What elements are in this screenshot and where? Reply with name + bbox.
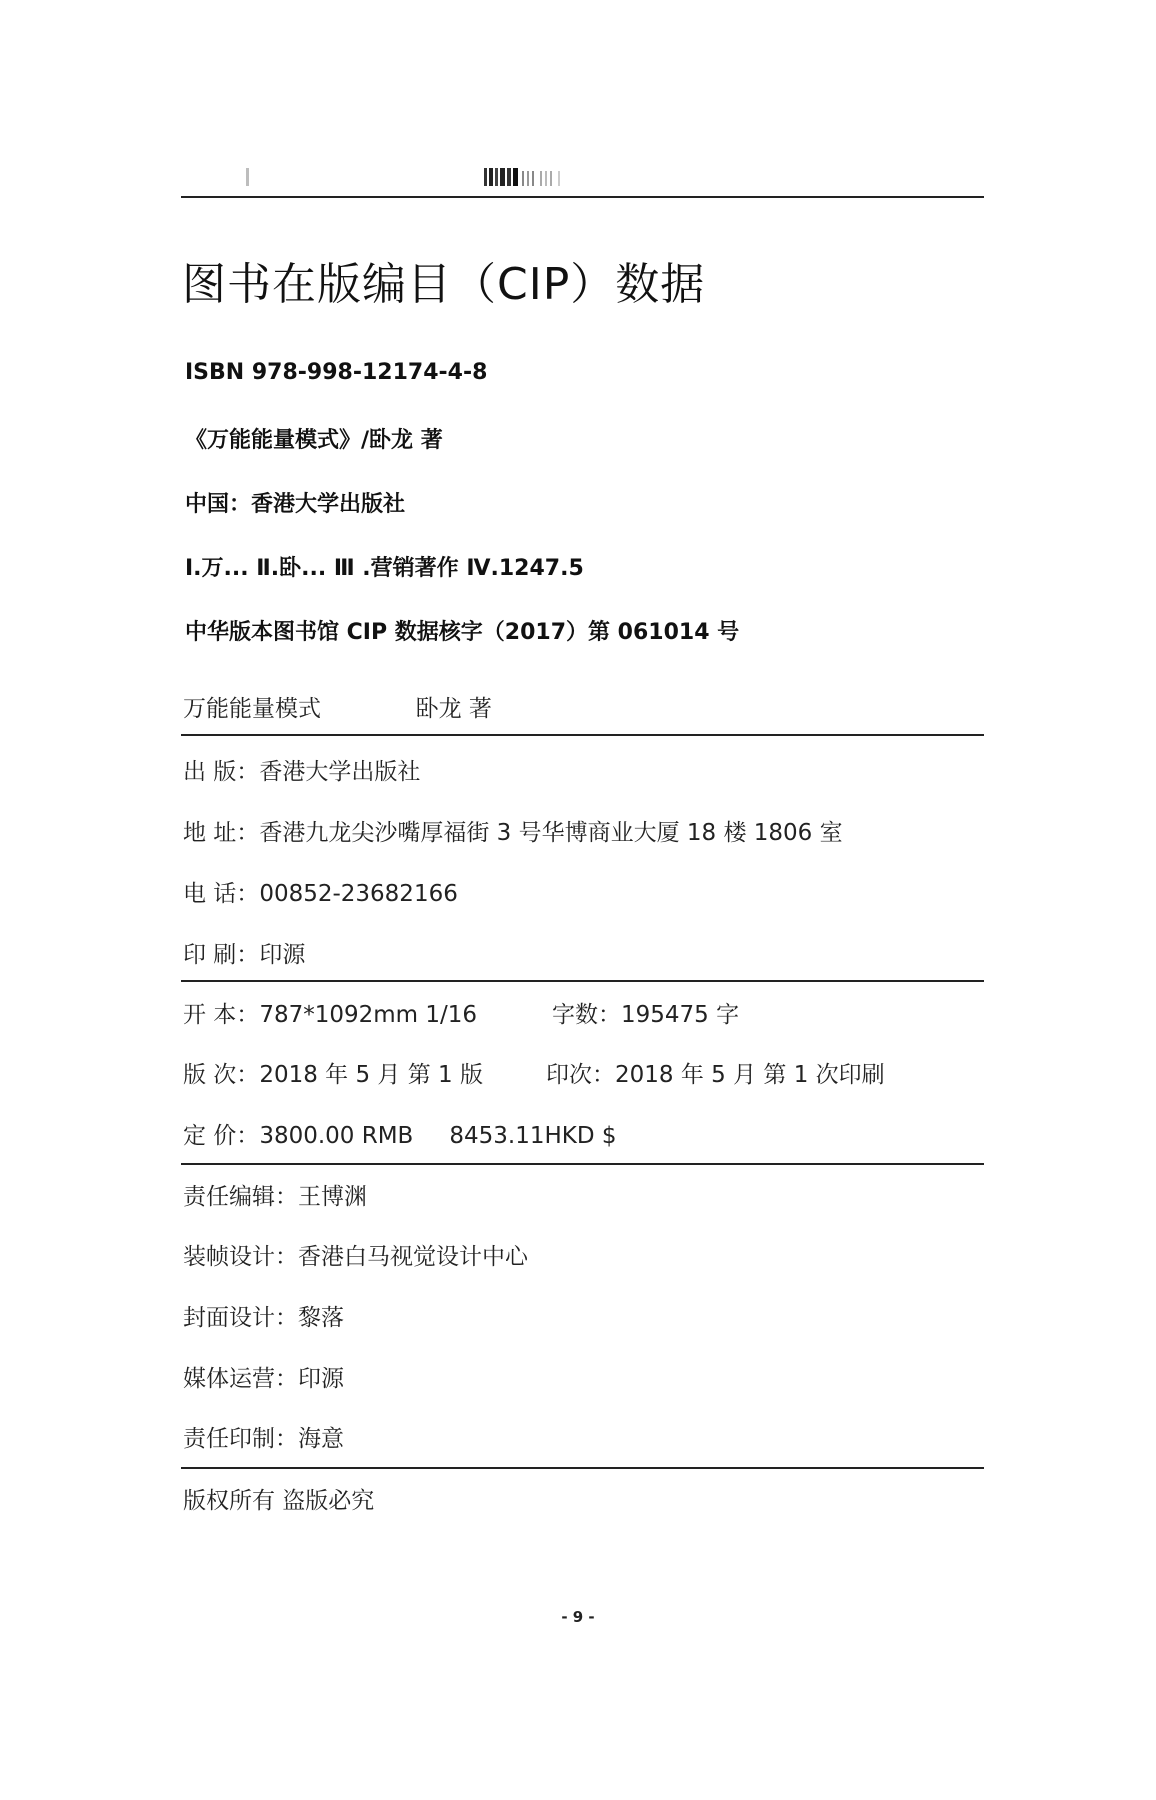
word-count-label: 字数： — [552, 1002, 621, 1028]
format-label: 开 本： — [183, 1002, 260, 1028]
media-value: 印源 — [298, 1366, 344, 1392]
binding-design-row — [183, 1238, 528, 1271]
printer-label: 印 刷： — [183, 942, 260, 968]
printing-row — [546, 1056, 885, 1089]
phone-value: 00852-23682166 — [259, 881, 458, 907]
price-row — [183, 1117, 617, 1150]
header-scan-marks — [240, 166, 660, 188]
publisher-row — [183, 753, 420, 786]
media-row — [183, 1360, 344, 1393]
section-rule-4 — [181, 1467, 984, 1469]
section-rule-3 — [181, 1163, 984, 1165]
price-label: 定 价： — [183, 1123, 260, 1149]
price-rmb: 3800.00 RMB — [259, 1123, 414, 1149]
book-line-author: 卧龙 著 — [415, 696, 492, 722]
edition-row — [183, 1056, 483, 1089]
edition-value: 2018 年 5 月 第 1 版 — [259, 1062, 483, 1088]
binding-design-value: 香港白马视觉设计中心 — [298, 1244, 528, 1270]
isbn-line: ISBN 978-998-12174-4-8 — [185, 360, 488, 385]
classification-line: Ⅰ.万... Ⅱ.卧... Ⅲ .营销著作 Ⅳ.1247.5 — [185, 556, 584, 581]
format-row — [183, 996, 477, 1029]
printing-label: 印次： — [546, 1062, 615, 1088]
print-supervisor-label: 责任印制： — [183, 1426, 298, 1452]
media-label: 媒体运营： — [183, 1366, 298, 1392]
phone-label: 电 话： — [183, 881, 260, 907]
binding-design-label: 装帧设计： — [183, 1244, 298, 1270]
word-count-row — [552, 996, 739, 1029]
address-row — [183, 814, 843, 847]
publisher-label: 出 版： — [183, 759, 260, 785]
printer-value: 印源 — [259, 942, 306, 968]
editor-row — [183, 1178, 367, 1211]
print-supervisor-value: 海意 — [298, 1426, 344, 1452]
edition-label: 版 次： — [183, 1062, 260, 1088]
header-rule — [181, 196, 984, 198]
section-rule-1 — [181, 734, 984, 736]
price-hkd: 8453.11HKD $ — [449, 1123, 617, 1149]
printing-value: 2018 年 5 月 第 1 次印刷 — [615, 1062, 885, 1088]
phone-row — [183, 875, 458, 908]
cover-design-row — [183, 1299, 344, 1332]
cover-design-label: 封面设计： — [183, 1305, 298, 1331]
book-line-title: 万能能量模式 — [183, 696, 321, 722]
word-count-value: 195475 字 — [621, 1002, 740, 1028]
printer-row — [183, 936, 305, 969]
cip-record-line: 中华版本图书馆 CIP 数据核字（2017）第 061014 号 — [185, 620, 740, 645]
book-line — [183, 690, 492, 723]
section-rule-2 — [181, 980, 984, 982]
book-title-line: 《万能能量模式》/卧龙 著 — [185, 428, 443, 453]
copyright-notice: 版权所有 盗版必究 — [183, 1488, 375, 1514]
print-supervisor-row — [183, 1420, 344, 1453]
page-number: - 9 - — [561, 1608, 595, 1626]
address-label: 地 址： — [183, 820, 260, 846]
cover-design-value: 黎落 — [298, 1305, 344, 1331]
editor-label: 责任编辑： — [183, 1184, 298, 1210]
page-title: 图书在版编目（CIP）数据 — [182, 259, 706, 310]
publisher-line: 中国：香港大学出版社 — [185, 492, 406, 517]
editor-value: 王博渊 — [298, 1184, 367, 1210]
format-value: 787*1092mm 1/16 — [259, 1002, 478, 1028]
publisher-value: 香港大学出版社 — [259, 759, 421, 785]
address-value: 香港九龙尖沙嘴厚福街 3 号华博商业大厦 18 楼 1806 室 — [259, 820, 843, 846]
